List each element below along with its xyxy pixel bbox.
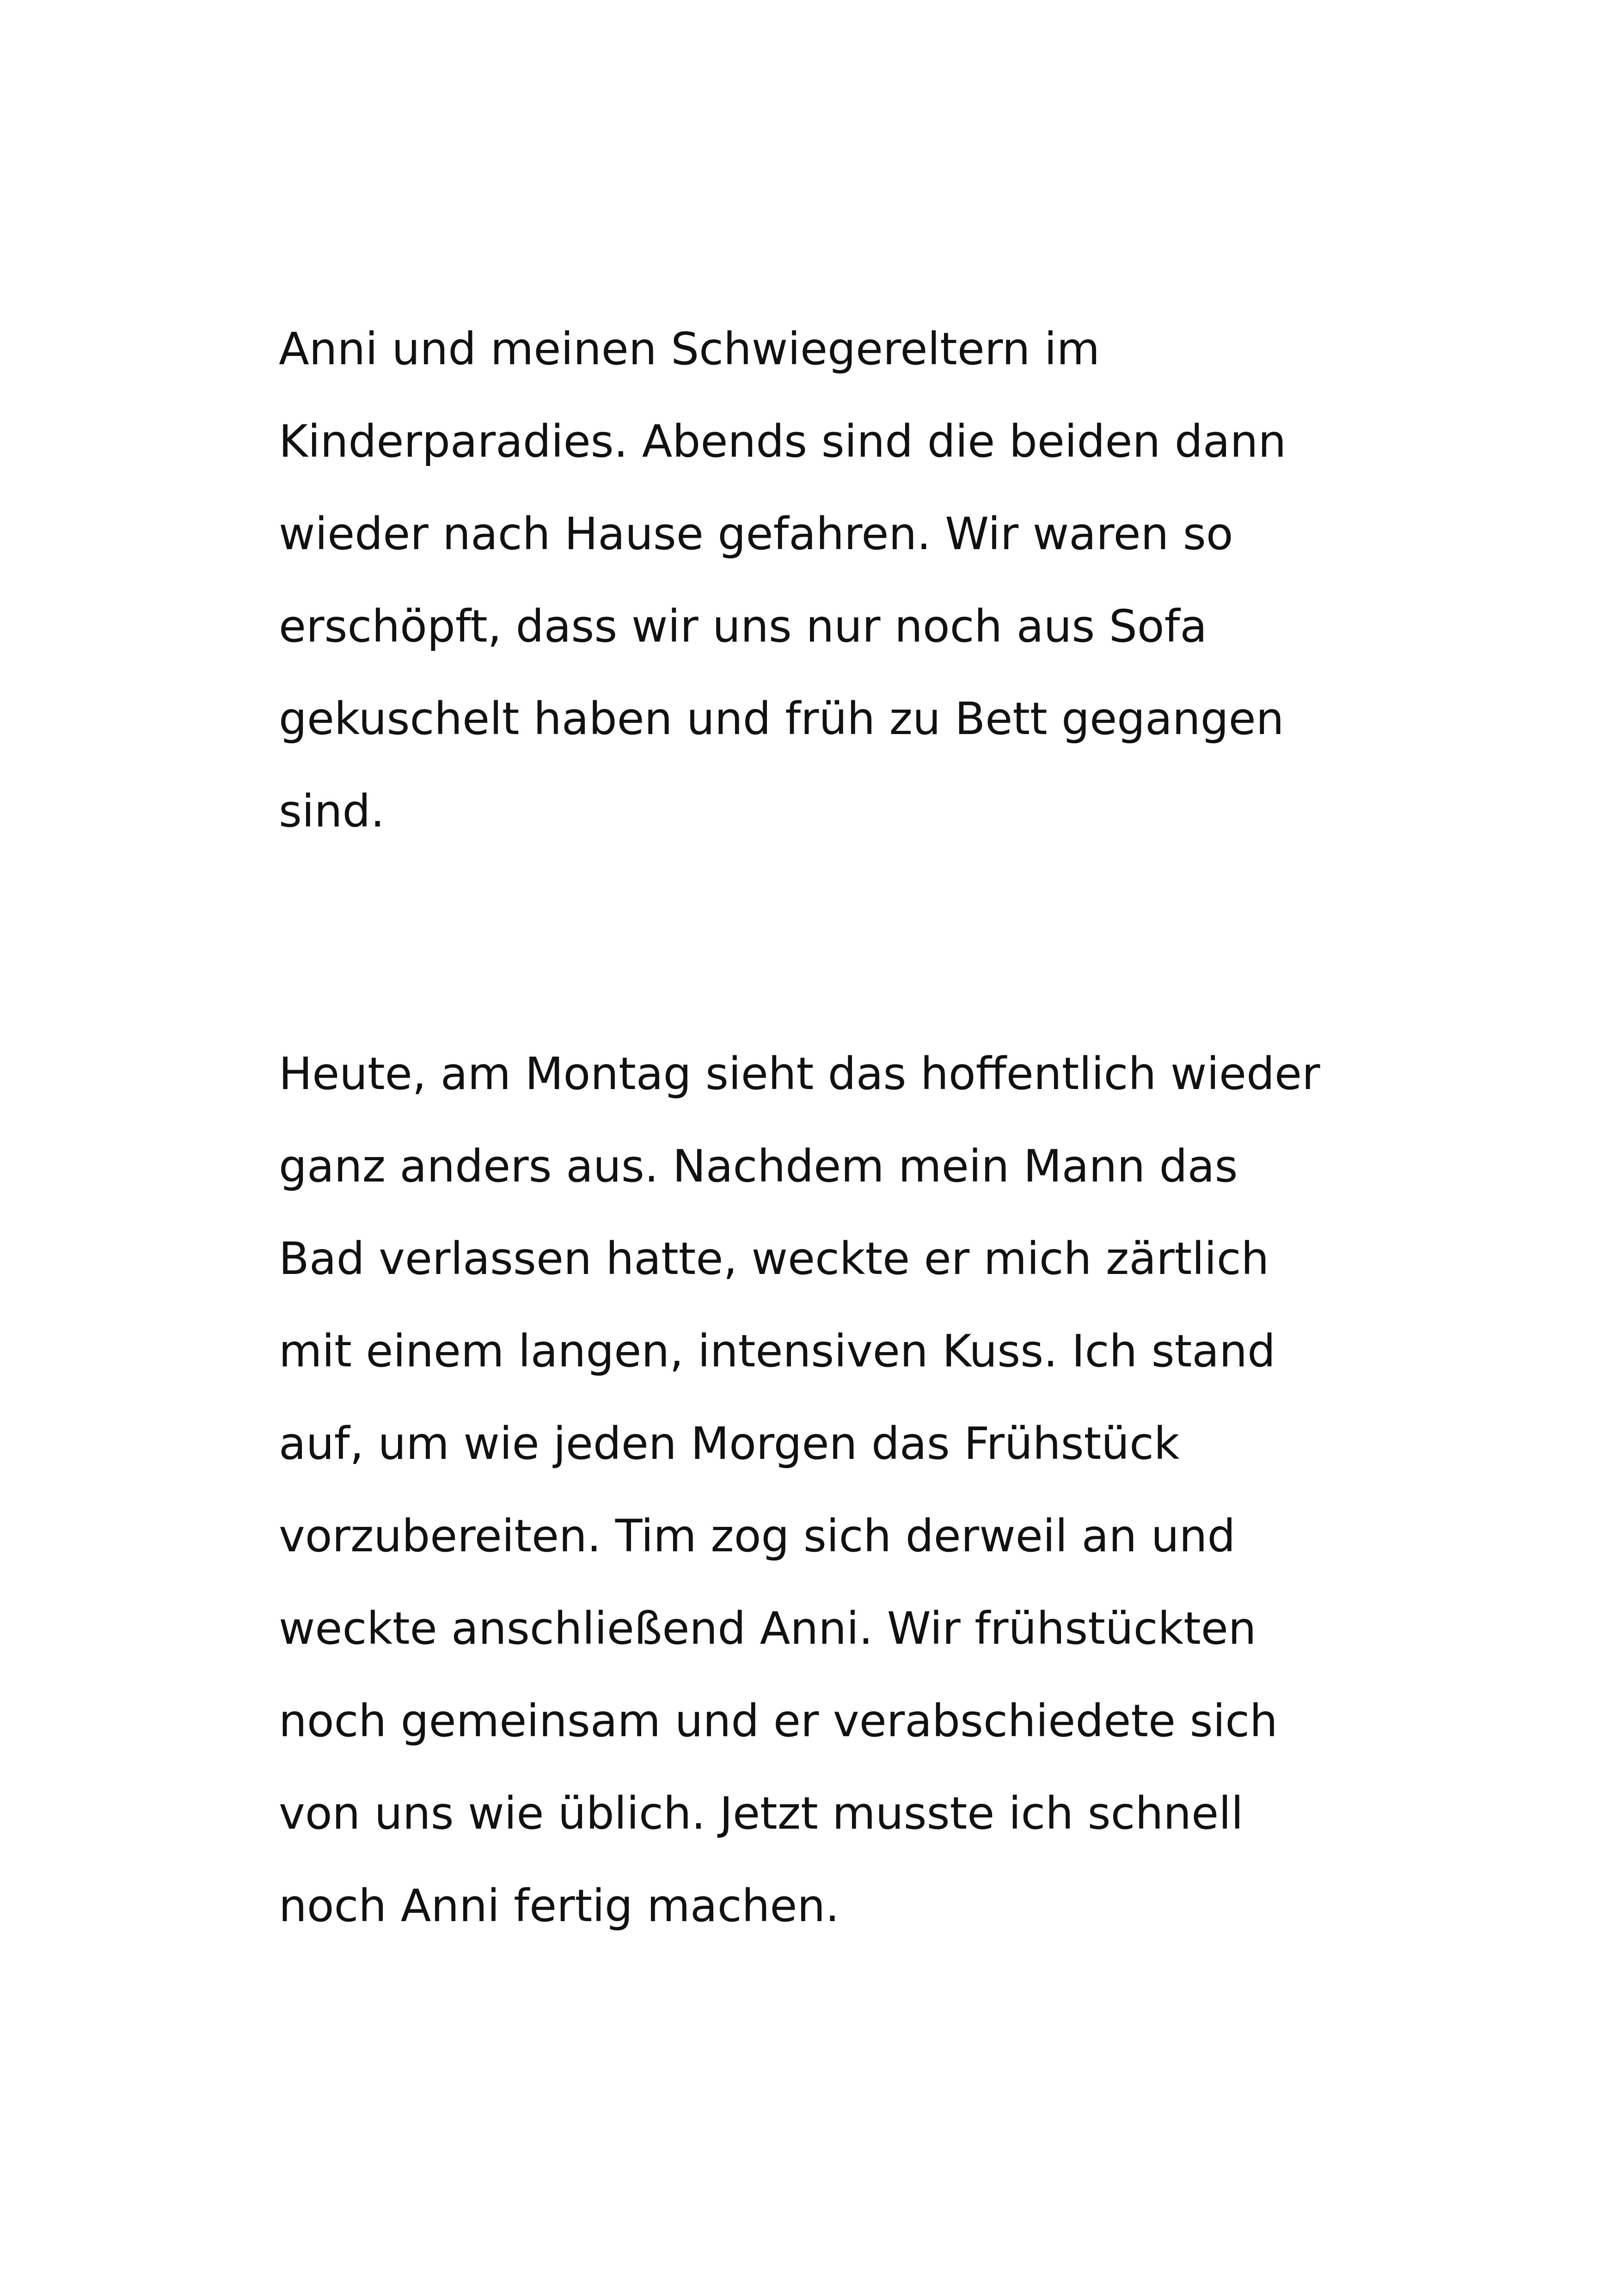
text-line: weckte anschließend Anni. Wir frühstückten — [279, 1603, 1256, 1654]
text-line: mit einem langen, intensiven Kuss. Ich stand — [279, 1325, 1276, 1377]
text-line: Anni und meinen Schwiegereltern im — [279, 323, 1100, 375]
text-line: gekuschelt haben und früh zu Bett gegangen — [279, 693, 1284, 745]
text-line: ganz anders aus. Nachdem mein Mann das — [279, 1140, 1238, 1192]
text-line: Kinderparadies. Abends sind die beiden dann — [279, 416, 1287, 467]
text-line: von uns wie üblich. Jetzt musste ich schnell — [279, 1788, 1244, 1839]
text-line: wieder nach Hause gefahren. Wir waren so — [279, 508, 1233, 560]
paragraph-2 — [279, 1028, 1481, 1952]
text-line: Bad verlassen hatte, weckte er mich zärtlich — [279, 1233, 1269, 1285]
text-line: sind. — [279, 785, 385, 837]
paragraph-1 — [279, 303, 1481, 857]
text-line: erschöpft, dass wir uns nur noch aus Sofa — [279, 600, 1207, 652]
text-line: auf, um wie jeden Morgen das Frühstück — [279, 1418, 1180, 1469]
text-line: Heute, am Montag sieht das hoffentlich wieder — [279, 1048, 1320, 1100]
text-line: noch gemeinsam und er verabschiedete sich — [279, 1695, 1278, 1747]
text-line: vorzubereiten. Tim zog sich derweil an und — [279, 1510, 1236, 1562]
text-line: noch Anni fertig machen. — [279, 1880, 840, 1932]
